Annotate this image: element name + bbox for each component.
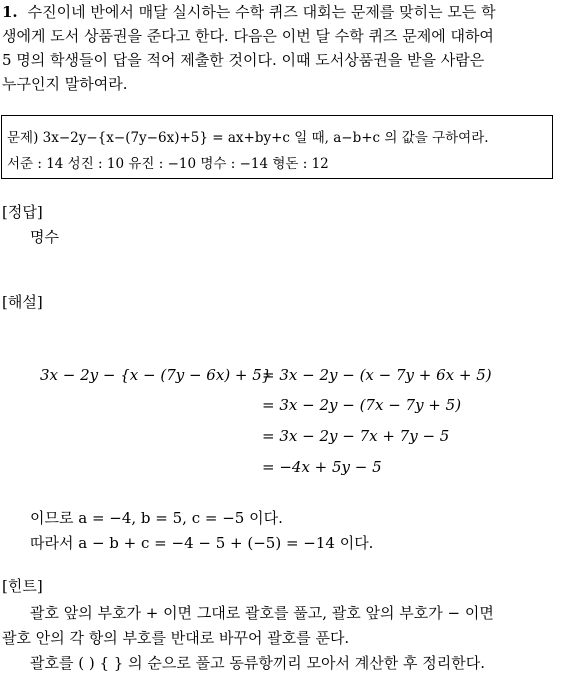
equation-lhs: 3x − 2y − {x − (7y − 6x) + 5} [40, 366, 272, 384]
equation-step-1: = 3x − 2y − (x − 7y + 6x + 5) [262, 366, 492, 384]
problem-line-3: 5 명의 학생들이 답을 적어 제출한 것이다. 이때 도서상품권을 받을 사람은 [2, 51, 485, 69]
equation-step-2: = 3x − 2y − (7x − 7y + 5) [262, 396, 462, 414]
hint-header: [힌트] [2, 577, 43, 595]
equation-step-4: = −4x + 5y − 5 [262, 458, 382, 476]
problem-line-2: 생에게 도서 상품권을 준다고 한다. 다음은 이번 달 수학 퀴즈 문제에 대하여 [2, 27, 494, 45]
problem-statement [2, 0, 571, 96]
problem-number: 1. [2, 3, 18, 21]
quiz-question: 문제) 3x−2y−{x−(7y−6x)+5} = ax+by+c 일 때, a−b+c 의 값을 구하여라. [7, 130, 489, 146]
student-answers: 서준 : 14 성진 : 10 유진 : −10 명수 : −14 형돈 : 12 [7, 156, 329, 172]
hint-line-3: 괄호를 ( ) { } 의 순으로 풀고 동류항끼리 모아서 계산한 후 정리한다. [30, 654, 486, 672]
quiz-box [1, 115, 553, 179]
solution-header: [해설] [2, 293, 43, 311]
hint-line-1: 괄호 앞의 부호가 + 이면 그대로 괄호를 풀고, 괄호 앞의 부호가 − 이면 [30, 604, 494, 622]
solution-conclusion-1: 이므로 a = −4, b = 5, c = −5 이다. [30, 509, 283, 527]
answer-value: 명수 [30, 228, 59, 246]
answer-header: [정답] [2, 203, 43, 221]
hint-line-2: 괄호 안의 각 항의 부호를 반대로 바꾸어 괄호를 푼다. [2, 629, 350, 647]
equation-step-3: = 3x − 2y − 7x + 7y − 5 [262, 427, 450, 445]
problem-line-1: 1. 수진이네 반에서 매달 실시하는 수학 퀴즈 대회는 문제를 맞히는 모든 학 [2, 3, 496, 21]
solution-conclusion-2: 따라서 a − b + c = −4 − 5 + (−5) = −14 이다. [30, 534, 374, 552]
problem-line-4: 누구인지 말하여라. [2, 75, 128, 93]
